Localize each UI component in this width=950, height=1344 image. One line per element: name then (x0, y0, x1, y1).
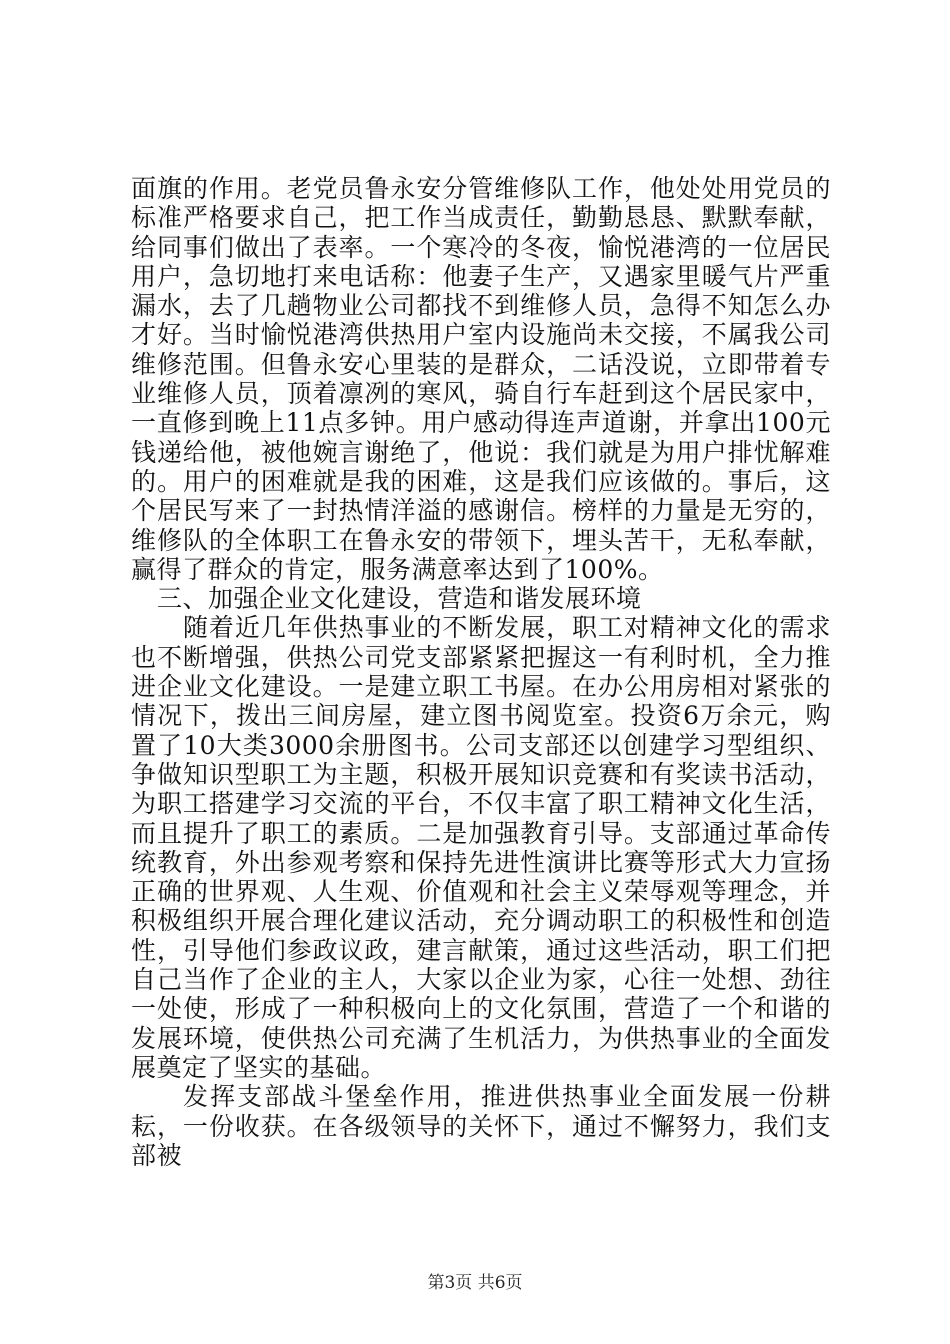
paragraph-summary: 发挥支部战斗堡垒作用，推进供热事业全面发展一份耕耘，一份收获。在各级领导的关怀下，通过不懈努力，我们支部被 (131, 1082, 831, 1170)
paragraph-continuation: 面旗的作用。老党员鲁永安分管维修队工作，他处处用党员的标准严格要求自己，把工作当成责任，勤勤恳恳、默默奉献，给同事们做出了表率。一个寒冷的冬夜，愉悦港湾的一位居民用户，急切地打来电话称：他妻子生产，又遇家里暖气片严重漏水，去了几趟物业公司都找不到维修人员，急得不知怎么办才好。当时愉悦港湾供热用户室内设施尚未交接，不属我公司维修范围。但鲁永安心里装的是群众，二话没说，立即带着专业维修人员，顶着凛冽的寒风，骑自行车赶到这个居民家中，一直修到晚上11点多钟。用户感动得连声道谢，并拿出100元钱递给他，被他婉言谢绝了，他说：我们就是为用户排忧解难的。用户的困难就是我的困难，这是我们应该做的。事后，这个居民写来了一封热情洋溢的感谢信。榜样的力量是无穷的，维修队的全体职工在鲁永安的带领下，埋头苦干，无私奉献，赢得了群众的肯定，服务满意率达到了100%。 (131, 174, 831, 584)
paragraph-culture: 随着近几年供热事业的不断发展，职工对精神文化的需求也不断增强，供热公司党支部紧紧把握这一有利时机，全力推进企业文化建设。一是建立职工书屋。在办公用房相对紧张的情况下，拨出三间房屋，建立图书阅览室。投资6万余元，购置了10大类3000余册图书。公司支部还以创建学习型组织、争做知识型职工为主题，积极开展知识竞赛和有奖读书活动，为职工搭建学习交流的平台，不仅丰富了职工精神文化生活，而且提升了职工的素质。二是加强教育引导。支部通过革命传统教育，外出参观考察和保持先进性演讲比赛等形式大力宣扬正确的世界观、人生观、价值观和社会主义荣辱观等理念，并积极组织开展合理化建议活动，充分调动职工的积极性和创造性，引导他们参政议政，建言献策，通过这些活动，职工们把自己当作了企业的主人，大家以企业为家，心往一处想、劲往一处使，形成了一种积极向上的文化氛围，营造了一个和谐的发展环境，使供热公司充满了生机活力，为供热事业的全面发展奠定了坚实的基础。 (131, 613, 831, 1082)
page-number-footer: 第3页 共6页 (427, 1273, 523, 1293)
document-body (131, 174, 831, 1170)
section-heading: 三、加强企业文化建设，营造和谐发展环境 (157, 584, 642, 614)
